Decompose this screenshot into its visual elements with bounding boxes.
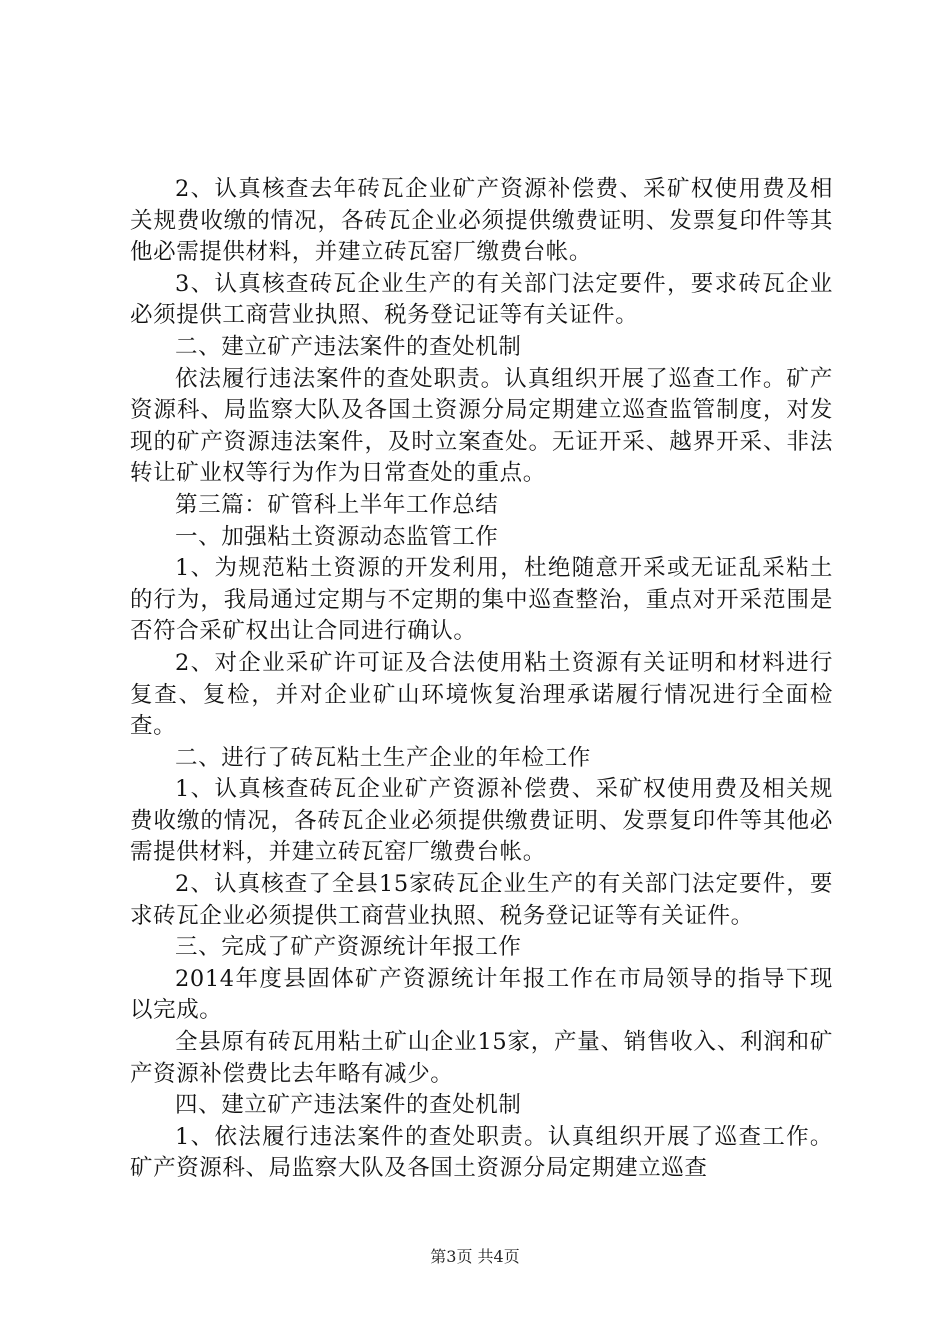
chapter-title: 第三篇：矿管科上半年工作总结: [175, 491, 499, 518]
paragraph-enterprise-count: 全县原有砖瓦用粘土矿山企业15家，产量、销售收入、利润和矿产资源补偿费比去年略有减少。: [130, 1029, 833, 1087]
paragraph-license-review: 2、对企业采矿许可证及合法使用粘土资源有关证明和材料进行复查、复检，并对企业矿山环境恢复治理承诺履行情况进行全面检查。: [130, 649, 833, 740]
paragraph-annual-requirements: 2、认真核查了全县15家砖瓦企业生产的有关部门法定要件，要求砖瓦企业必须提供工商营业执照、税务登记证等有关证件。: [130, 871, 833, 929]
paragraph-fee-check: 2、认真核查去年砖瓦企业矿产资源补偿费、采矿权使用费及相关规费收缴的情况，各砖瓦企业必须提供缴费证明、发票复印件等其他必需提供材料，并建立砖瓦窑厂缴费台帐。: [130, 176, 833, 266]
paragraph-enforcement: 依法履行违法案件的查处职责。认真组织开展了巡查工作。矿产资源科、局监察大队及各国土资源分局定期建立巡查监管制度，对发现的矿产资源违法案件，及时立案查处。无证开采、越界开采、非法转让矿业权等行为作为日常查处的重点。: [130, 365, 833, 487]
paragraph-annual-fee-check: 1、认真核查砖瓦企业矿产资源补偿费、采矿权使用费及相关规费收缴的情况，各砖瓦企业必须提供缴费证明、发票复印件等其他必需提供材料，并建立砖瓦窑厂缴费台帐。: [130, 776, 833, 866]
section-heading-statistics: 三、完成了矿产资源统计年报工作: [175, 934, 522, 961]
paragraph-statistics-report: 2014年度县固体矿产资源统计年报工作在市局领导的指导下现以完成。: [130, 965, 833, 1024]
section-heading-enforcement: 二、建立矿产违法案件的查处机制: [175, 333, 522, 360]
document-body: [130, 174, 833, 1185]
section-heading-violations: 四、建立矿产违法案件的查处机制: [175, 1092, 522, 1119]
paragraph-inspection-duties: 1、依法履行违法案件的查处职责。认真组织开展了巡查工作。矿产资源科、局监察大队及各国土资源分局定期建立巡查: [130, 1123, 833, 1182]
section-heading-annual-inspection: 二、进行了砖瓦粘土生产企业的年检工作: [175, 744, 591, 771]
page-number-footer: 第3页 共4页: [430, 1247, 520, 1266]
section-heading-clay-supervision: 一、加强粘土资源动态监管工作: [175, 523, 499, 550]
paragraph-clay-regulation: 1、为规范粘土资源的开发利用，杜绝随意开采或无证乱采粘土的行为，我局通过定期与不定期的集中巡查整治，重点对开采范围是否符合采矿权出让合同进行确认。: [130, 555, 833, 645]
paragraph-requirements-check: 3、认真核查砖瓦企业生产的有关部门法定要件，要求砖瓦企业必须提供工商营业执照、税务登记证等有关证件。: [130, 270, 833, 329]
